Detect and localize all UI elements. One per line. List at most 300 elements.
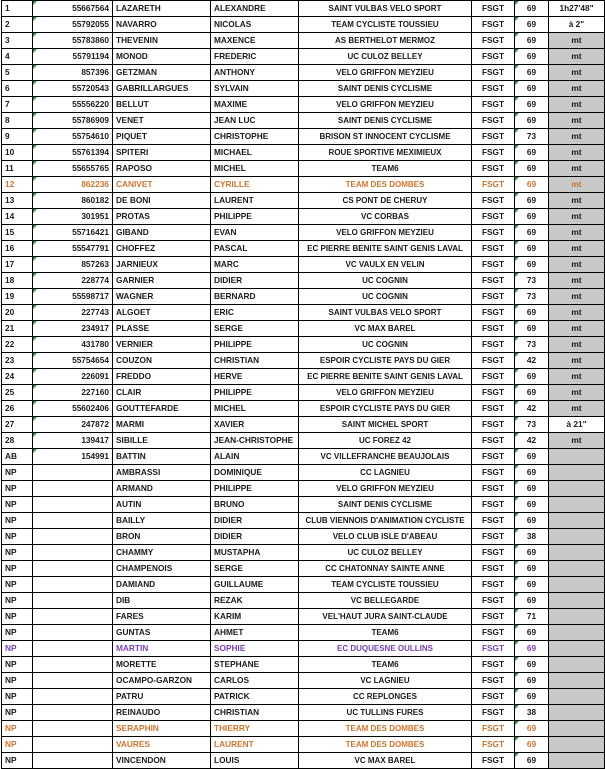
table-row: [2, 209, 605, 225]
cell-marker-icon: [515, 625, 519, 629]
club-cell: VC BELLEGARDE: [299, 593, 472, 609]
cell-marker-icon: [515, 177, 519, 181]
table-row: [2, 401, 605, 417]
department-cell: 69: [515, 513, 549, 529]
cell-marker-icon: [515, 33, 519, 37]
department-cell: 69: [515, 209, 549, 225]
cell-marker-icon: [33, 17, 37, 21]
time-cell: [549, 561, 605, 577]
last-name-cell: CHOFFEZ: [113, 241, 211, 257]
federation-cell: FSGT: [472, 113, 515, 129]
time-cell: [549, 673, 605, 689]
table-row: [2, 161, 605, 177]
cell-marker-icon: [33, 193, 37, 197]
rank-cell: 20: [2, 305, 33, 321]
cell-marker-icon: [515, 257, 519, 261]
time-cell: mt: [549, 129, 605, 145]
cell-marker-icon: [515, 273, 519, 277]
first-name-cell: DOMINIQUE: [211, 465, 299, 481]
rank-cell: NP: [2, 625, 33, 641]
cell-marker-icon: [33, 97, 37, 101]
department-cell: 69: [515, 257, 549, 273]
first-name-cell: LOUIS: [211, 753, 299, 769]
cell-marker-icon: [515, 321, 519, 325]
department-cell: 69: [515, 449, 549, 465]
federation-cell: FSGT: [472, 321, 515, 337]
license-cell: [33, 577, 113, 593]
first-name-cell: DIDIER: [211, 273, 299, 289]
cell-marker-icon: [515, 385, 519, 389]
license-cell: [33, 625, 113, 641]
first-name-cell: CHRISTOPHE: [211, 129, 299, 145]
rank-cell: 27: [2, 417, 33, 433]
table-row: [2, 481, 605, 497]
time-cell: mt: [549, 353, 605, 369]
last-name-cell: NAVARRO: [113, 17, 211, 33]
department-cell: 69: [515, 65, 549, 81]
federation-cell: FSGT: [472, 737, 515, 753]
cell-marker-icon: [515, 81, 519, 85]
first-name-cell: PHILIPPE: [211, 209, 299, 225]
rank-cell: NP: [2, 593, 33, 609]
last-name-cell: GARNIER: [113, 273, 211, 289]
cell-marker-icon: [515, 529, 519, 533]
club-cell: VC VAULX EN VELIN: [299, 257, 472, 273]
table-row: [2, 17, 605, 33]
rank-cell: NP: [2, 577, 33, 593]
department-cell: 69: [515, 673, 549, 689]
cell-marker-icon: [515, 49, 519, 53]
rank-cell: 7: [2, 97, 33, 113]
last-name-cell: GETZMAN: [113, 65, 211, 81]
cell-marker-icon: [515, 129, 519, 133]
department-cell: 69: [515, 641, 549, 657]
federation-cell: FSGT: [472, 65, 515, 81]
federation-cell: FSGT: [472, 641, 515, 657]
first-name-cell: PHILIPPE: [211, 481, 299, 497]
department-cell: 38: [515, 529, 549, 545]
club-cell: SAINT DENIS CYCLISME: [299, 113, 472, 129]
table-row: [2, 657, 605, 673]
license-cell: [33, 705, 113, 721]
first-name-cell: MICHEL: [211, 401, 299, 417]
first-name-cell: MAXIME: [211, 97, 299, 113]
last-name-cell: CHAMMY: [113, 545, 211, 561]
cell-marker-icon: [515, 369, 519, 373]
department-cell: 69: [515, 81, 549, 97]
last-name-cell: VERNIER: [113, 337, 211, 353]
license-cell: 55556220: [33, 97, 113, 113]
time-cell: [549, 753, 605, 769]
first-name-cell: FREDERIC: [211, 49, 299, 65]
license-cell: 234917: [33, 321, 113, 337]
first-name-cell: ALEXANDRE: [211, 1, 299, 17]
last-name-cell: FARES: [113, 609, 211, 625]
first-name-cell: ALAIN: [211, 449, 299, 465]
last-name-cell: LAZARETH: [113, 1, 211, 17]
license-cell: [33, 497, 113, 513]
cell-marker-icon: [33, 417, 37, 421]
table-row: [2, 737, 605, 753]
club-cell: UC COGNIN: [299, 289, 472, 305]
table-row: [2, 593, 605, 609]
federation-cell: FSGT: [472, 177, 515, 193]
cell-marker-icon: [515, 225, 519, 229]
license-cell: 154991: [33, 449, 113, 465]
cell-marker-icon: [33, 177, 37, 181]
time-cell: [549, 593, 605, 609]
license-cell: [33, 657, 113, 673]
license-cell: [33, 737, 113, 753]
first-name-cell: STEPHANE: [211, 657, 299, 673]
federation-cell: FSGT: [472, 465, 515, 481]
license-cell: 55547791: [33, 241, 113, 257]
time-cell: [549, 705, 605, 721]
cell-marker-icon: [515, 657, 519, 661]
time-cell: mt: [549, 289, 605, 305]
license-cell: [33, 561, 113, 577]
club-cell: TEAM DES DOMBES: [299, 177, 472, 193]
license-cell: 55754654: [33, 353, 113, 369]
last-name-cell: ARMAND: [113, 481, 211, 497]
cell-marker-icon: [33, 273, 37, 277]
time-cell: à 21": [549, 417, 605, 433]
department-cell: 69: [515, 241, 549, 257]
license-cell: [33, 513, 113, 529]
cell-marker-icon: [33, 33, 37, 37]
first-name-cell: LAURENT: [211, 737, 299, 753]
table-row: [2, 529, 605, 545]
department-cell: 69: [515, 593, 549, 609]
cell-marker-icon: [515, 577, 519, 581]
rank-cell: 1: [2, 1, 33, 17]
department-cell: 69: [515, 33, 549, 49]
license-cell: 55716421: [33, 225, 113, 241]
table-row: [2, 641, 605, 657]
cell-marker-icon: [515, 545, 519, 549]
department-cell: 69: [515, 657, 549, 673]
time-cell: mt: [549, 337, 605, 353]
results-table-body: [2, 1, 605, 769]
license-cell: 862236: [33, 177, 113, 193]
federation-cell: FSGT: [472, 529, 515, 545]
rank-cell: NP: [2, 721, 33, 737]
time-cell: mt: [549, 209, 605, 225]
club-cell: UC COGNIN: [299, 273, 472, 289]
department-cell: 69: [515, 737, 549, 753]
cell-marker-icon: [515, 513, 519, 517]
department-cell: 69: [515, 97, 549, 113]
rank-cell: NP: [2, 529, 33, 545]
time-cell: mt: [549, 401, 605, 417]
table-row: [2, 673, 605, 689]
results-table: [1, 0, 605, 769]
last-name-cell: GOUTTEFARDE: [113, 401, 211, 417]
table-row: [2, 193, 605, 209]
department-cell: 69: [515, 689, 549, 705]
cell-marker-icon: [33, 401, 37, 405]
time-cell: [549, 497, 605, 513]
cell-marker-icon: [33, 257, 37, 261]
last-name-cell: PIQUET: [113, 129, 211, 145]
club-cell: VELO GRIFFON MEYZIEU: [299, 225, 472, 241]
federation-cell: FSGT: [472, 97, 515, 113]
last-name-cell: DIB: [113, 593, 211, 609]
first-name-cell: PASCAL: [211, 241, 299, 257]
cell-marker-icon: [515, 145, 519, 149]
table-row: [2, 289, 605, 305]
first-name-cell: GUILLAUME: [211, 577, 299, 593]
cell-marker-icon: [33, 1, 37, 5]
federation-cell: FSGT: [472, 449, 515, 465]
license-cell: [33, 609, 113, 625]
federation-cell: FSGT: [472, 353, 515, 369]
cell-marker-icon: [515, 737, 519, 741]
club-cell: UC FOREZ 42: [299, 433, 472, 449]
license-cell: [33, 673, 113, 689]
department-cell: 69: [515, 193, 549, 209]
license-cell: 431780: [33, 337, 113, 353]
rank-cell: NP: [2, 673, 33, 689]
cell-marker-icon: [33, 385, 37, 389]
table-row: [2, 497, 605, 513]
club-cell: UC TULLINS FURES: [299, 705, 472, 721]
table-row: [2, 561, 605, 577]
department-cell: 69: [515, 321, 549, 337]
cell-marker-icon: [33, 369, 37, 373]
club-cell: TEAM DES DOMBES: [299, 721, 472, 737]
federation-cell: FSGT: [472, 497, 515, 513]
federation-cell: FSGT: [472, 273, 515, 289]
license-cell: [33, 641, 113, 657]
first-name-cell: EVAN: [211, 225, 299, 241]
rank-cell: 23: [2, 353, 33, 369]
license-cell: 55754610: [33, 129, 113, 145]
club-cell: VELO GRIFFON MEYZIEU: [299, 65, 472, 81]
cell-marker-icon: [515, 353, 519, 357]
time-cell: 1h27'48": [549, 1, 605, 17]
federation-cell: FSGT: [472, 673, 515, 689]
federation-cell: FSGT: [472, 161, 515, 177]
last-name-cell: MORETTE: [113, 657, 211, 673]
cell-marker-icon: [33, 225, 37, 229]
department-cell: 69: [515, 113, 549, 129]
last-name-cell: COUZON: [113, 353, 211, 369]
federation-cell: FSGT: [472, 481, 515, 497]
license-cell: 55602406: [33, 401, 113, 417]
license-cell: 55667564: [33, 1, 113, 17]
last-name-cell: MONOD: [113, 49, 211, 65]
federation-cell: FSGT: [472, 193, 515, 209]
club-cell: TEAM6: [299, 161, 472, 177]
federation-cell: FSGT: [472, 593, 515, 609]
department-cell: 69: [515, 17, 549, 33]
rank-cell: NP: [2, 497, 33, 513]
federation-cell: FSGT: [472, 81, 515, 97]
cell-marker-icon: [515, 1, 519, 5]
federation-cell: FSGT: [472, 225, 515, 241]
first-name-cell: MICHAEL: [211, 145, 299, 161]
cell-marker-icon: [515, 673, 519, 677]
cell-marker-icon: [515, 241, 519, 245]
first-name-cell: PHILIPPE: [211, 337, 299, 353]
department-cell: 73: [515, 289, 549, 305]
table-row: [2, 721, 605, 737]
license-cell: 139417: [33, 433, 113, 449]
department-cell: 69: [515, 49, 549, 65]
table-row: [2, 97, 605, 113]
first-name-cell: ERIC: [211, 305, 299, 321]
first-name-cell: HERVE: [211, 369, 299, 385]
first-name-cell: CYRILLE: [211, 177, 299, 193]
club-cell: VELO GRIFFON MEYZIEU: [299, 481, 472, 497]
department-cell: 69: [515, 161, 549, 177]
cell-marker-icon: [33, 161, 37, 165]
license-cell: 857263: [33, 257, 113, 273]
last-name-cell: FREDDO: [113, 369, 211, 385]
rank-cell: 6: [2, 81, 33, 97]
table-row: [2, 433, 605, 449]
cell-marker-icon: [515, 289, 519, 293]
time-cell: mt: [549, 225, 605, 241]
department-cell: 38: [515, 705, 549, 721]
club-cell: VC MAX BAREL: [299, 321, 472, 337]
time-cell: mt: [549, 33, 605, 49]
table-row: [2, 225, 605, 241]
rank-cell: AB: [2, 449, 33, 465]
rank-cell: 17: [2, 257, 33, 273]
club-cell: VC VILLEFRANCHE BEAUJOLAIS: [299, 449, 472, 465]
table-row: [2, 145, 605, 161]
cell-marker-icon: [515, 721, 519, 725]
rank-cell: 21: [2, 321, 33, 337]
federation-cell: FSGT: [472, 209, 515, 225]
federation-cell: FSGT: [472, 385, 515, 401]
federation-cell: FSGT: [472, 577, 515, 593]
department-cell: 69: [515, 305, 549, 321]
rank-cell: 24: [2, 369, 33, 385]
cell-marker-icon: [515, 497, 519, 501]
cell-marker-icon: [33, 449, 37, 453]
last-name-cell: DE BONI: [113, 193, 211, 209]
last-name-cell: CHAMPENOIS: [113, 561, 211, 577]
last-name-cell: PLASSE: [113, 321, 211, 337]
first-name-cell: DIDIER: [211, 529, 299, 545]
cell-marker-icon: [515, 417, 519, 421]
cell-marker-icon: [33, 113, 37, 117]
department-cell: 69: [515, 369, 549, 385]
last-name-cell: PATRU: [113, 689, 211, 705]
first-name-cell: CARLOS: [211, 673, 299, 689]
first-name-cell: SERGE: [211, 321, 299, 337]
time-cell: mt: [549, 65, 605, 81]
last-name-cell: SPITERI: [113, 145, 211, 161]
club-cell: TEAM6: [299, 625, 472, 641]
table-row: [2, 513, 605, 529]
license-cell: 227743: [33, 305, 113, 321]
first-name-cell: XAVIER: [211, 417, 299, 433]
table-row: [2, 609, 605, 625]
department-cell: 69: [515, 497, 549, 513]
last-name-cell: RAPOSO: [113, 161, 211, 177]
time-cell: mt: [549, 113, 605, 129]
club-cell: VELO CLUB ISLE D'ABEAU: [299, 529, 472, 545]
first-name-cell: MARC: [211, 257, 299, 273]
license-cell: 227160: [33, 385, 113, 401]
cell-marker-icon: [33, 353, 37, 357]
time-cell: mt: [549, 257, 605, 273]
cell-marker-icon: [33, 433, 37, 437]
rank-cell: 9: [2, 129, 33, 145]
rank-cell: NP: [2, 689, 33, 705]
department-cell: 42: [515, 433, 549, 449]
rank-cell: 10: [2, 145, 33, 161]
table-row: [2, 417, 605, 433]
department-cell: 73: [515, 129, 549, 145]
rank-cell: 15: [2, 225, 33, 241]
club-cell: CS PONT DE CHERUY: [299, 193, 472, 209]
department-cell: 69: [515, 545, 549, 561]
last-name-cell: MARTIN: [113, 641, 211, 657]
first-name-cell: PHILIPPE: [211, 385, 299, 401]
federation-cell: FSGT: [472, 401, 515, 417]
first-name-cell: DIDIER: [211, 513, 299, 529]
time-cell: mt: [549, 49, 605, 65]
time-cell: [549, 737, 605, 753]
time-cell: mt: [549, 193, 605, 209]
federation-cell: FSGT: [472, 689, 515, 705]
last-name-cell: CANIVET: [113, 177, 211, 193]
license-cell: [33, 721, 113, 737]
first-name-cell: NICOLAS: [211, 17, 299, 33]
first-name-cell: SOPHIE: [211, 641, 299, 657]
last-name-cell: PROTAS: [113, 209, 211, 225]
last-name-cell: WAGNER: [113, 289, 211, 305]
last-name-cell: VENET: [113, 113, 211, 129]
license-cell: 55791194: [33, 49, 113, 65]
rank-cell: 28: [2, 433, 33, 449]
club-cell: CC CHATONNAY SAINTE ANNE: [299, 561, 472, 577]
last-name-cell: MARMI: [113, 417, 211, 433]
last-name-cell: DAMIAND: [113, 577, 211, 593]
license-cell: 301951: [33, 209, 113, 225]
department-cell: 69: [515, 385, 549, 401]
cell-marker-icon: [515, 689, 519, 693]
time-cell: mt: [549, 161, 605, 177]
department-cell: 73: [515, 337, 549, 353]
cell-marker-icon: [33, 209, 37, 213]
first-name-cell: LAURENT: [211, 193, 299, 209]
table-row: [2, 321, 605, 337]
last-name-cell: SERAPHIN: [113, 721, 211, 737]
federation-cell: FSGT: [472, 417, 515, 433]
cell-marker-icon: [515, 465, 519, 469]
department-cell: 69: [515, 577, 549, 593]
last-name-cell: THEVENIN: [113, 33, 211, 49]
last-name-cell: AUTIN: [113, 497, 211, 513]
rank-cell: NP: [2, 481, 33, 497]
time-cell: [549, 513, 605, 529]
cell-marker-icon: [515, 337, 519, 341]
cell-marker-icon: [33, 81, 37, 85]
table-row: [2, 753, 605, 769]
table-row: [2, 305, 605, 321]
federation-cell: FSGT: [472, 1, 515, 17]
department-cell: 42: [515, 353, 549, 369]
club-cell: SAINT DENIS CYCLISME: [299, 497, 472, 513]
club-cell: ESPOIR CYCLISTE PAYS DU GIER: [299, 353, 472, 369]
time-cell: [549, 465, 605, 481]
